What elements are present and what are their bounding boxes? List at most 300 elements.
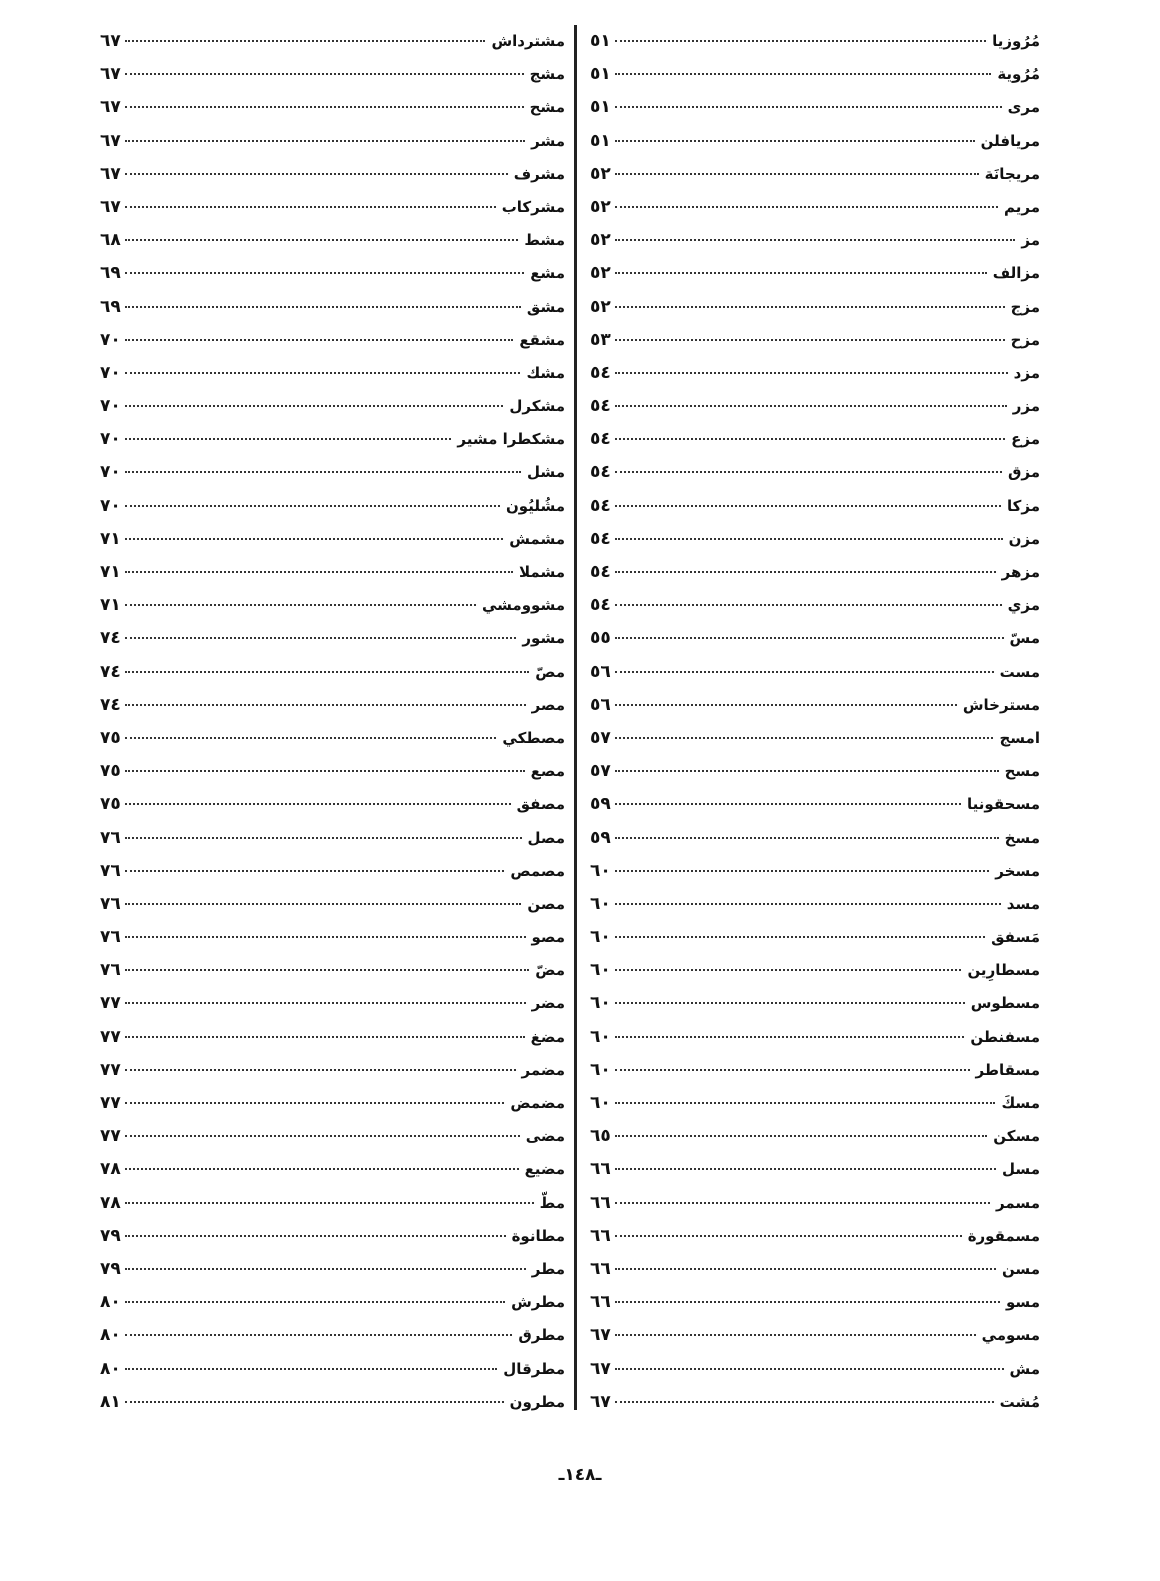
index-entry xyxy=(100,523,565,556)
index-entry xyxy=(590,755,1040,788)
entry-term: مزهر xyxy=(1001,563,1040,581)
entry-term: مطّ xyxy=(539,1193,565,1212)
index-entry xyxy=(100,1353,565,1386)
entry-term: مشل xyxy=(527,463,565,482)
entry-term: مضى xyxy=(525,1127,565,1146)
entry-term: مطرقال xyxy=(503,1359,565,1378)
index-entry xyxy=(100,1386,565,1419)
index-entry xyxy=(100,91,565,124)
index-column-right xyxy=(590,25,1040,1419)
dot-leader xyxy=(125,461,521,473)
index-entry xyxy=(100,1087,565,1120)
entry-term: مسمقورة xyxy=(967,1226,1040,1245)
index-entry xyxy=(100,1187,565,1220)
entry-page-number: ٥٥ xyxy=(590,628,611,649)
index-entry xyxy=(590,291,1040,324)
dot-leader xyxy=(125,1026,525,1038)
entry-page-number: ٧٦ xyxy=(100,860,121,881)
index-entry xyxy=(590,855,1040,888)
index-entry xyxy=(590,25,1040,58)
dot-leader xyxy=(615,561,996,573)
entry-term: مزكا xyxy=(1007,496,1040,515)
dot-leader xyxy=(125,495,500,507)
entry-term: مسو xyxy=(1006,1293,1040,1312)
entry-term: مطر xyxy=(531,1259,565,1278)
entry-page-number: ٥٢ xyxy=(590,296,611,317)
index-entry xyxy=(100,622,565,655)
entry-page-number: ٦٠ xyxy=(590,960,611,981)
entry-term: مشقع xyxy=(519,330,565,349)
entry-term: مشكطرا مشير xyxy=(457,430,565,449)
index-entry xyxy=(590,689,1040,722)
entry-term: مش xyxy=(1009,1359,1040,1378)
entry-page-number: ٧٠ xyxy=(100,362,121,383)
dot-leader xyxy=(125,760,525,772)
entry-page-number: ٥٢ xyxy=(590,163,611,184)
entry-page-number: ٥٤ xyxy=(590,462,611,483)
column-divider xyxy=(574,25,577,1410)
index-entry xyxy=(590,1353,1040,1386)
dot-leader xyxy=(615,627,1004,639)
dot-leader xyxy=(125,1225,506,1237)
entry-term: مسح xyxy=(1004,762,1040,781)
entry-term: مصع xyxy=(530,762,565,781)
entry-term: مُشت xyxy=(999,1392,1040,1411)
dot-leader xyxy=(615,461,1002,473)
entry-page-number: ٥١ xyxy=(590,130,611,151)
entry-term: مصل xyxy=(527,828,565,847)
entry-page-number: ٧٧ xyxy=(100,1059,121,1080)
index-entry xyxy=(100,788,565,821)
index-entry xyxy=(100,324,565,357)
entry-term: مسمر xyxy=(996,1193,1040,1212)
dot-leader xyxy=(615,1059,970,1071)
dot-leader xyxy=(615,96,1002,108)
index-entry xyxy=(590,58,1040,91)
dot-leader xyxy=(615,1291,1000,1303)
index-entry xyxy=(590,1187,1040,1220)
dot-leader xyxy=(125,1391,504,1403)
entry-term: مزح xyxy=(1010,330,1040,349)
entry-term: مصن xyxy=(527,894,565,913)
dot-leader xyxy=(615,1324,976,1336)
dot-leader xyxy=(615,495,1001,507)
entry-page-number: ٥٢ xyxy=(590,263,611,284)
entry-term: مضيع xyxy=(524,1160,565,1179)
entry-term: مصمص xyxy=(510,861,565,880)
entry-page-number: ٧٥ xyxy=(100,727,121,748)
entry-page-number: ٧٦ xyxy=(100,893,121,914)
entry-page-number: ٥٤ xyxy=(590,495,611,516)
dot-leader xyxy=(615,296,1005,308)
dot-leader xyxy=(615,661,994,673)
entry-term: مسحقونيا xyxy=(967,795,1040,814)
dot-leader xyxy=(615,1391,994,1403)
entry-term: مشوومشي xyxy=(481,596,565,615)
entry-term: مزر xyxy=(1012,397,1040,416)
entry-page-number: ٧٠ xyxy=(100,329,121,350)
entry-page-number: ٨١ xyxy=(100,1391,121,1412)
entry-page-number: ٦٨ xyxy=(100,230,121,251)
dot-leader xyxy=(615,727,994,739)
entry-term: مشكرل xyxy=(509,397,565,416)
entry-page-number: ٦٦ xyxy=(590,1159,611,1180)
entry-page-number: ٦٠ xyxy=(590,1026,611,1047)
entry-term: مصّ xyxy=(535,662,565,681)
entry-page-number: ٥٩ xyxy=(590,827,611,848)
dot-leader xyxy=(615,694,957,706)
index-entry xyxy=(100,58,565,91)
entry-term: مسطارِين xyxy=(967,961,1040,980)
entry-page-number: ٦٩ xyxy=(100,263,121,284)
entry-page-number: ٥١ xyxy=(590,97,611,118)
entry-term: مطرون xyxy=(509,1392,565,1411)
index-entry xyxy=(590,1386,1040,1419)
index-entry xyxy=(100,25,565,58)
dot-leader xyxy=(125,1125,520,1137)
dot-leader xyxy=(125,1291,505,1303)
index-entry xyxy=(590,622,1040,655)
dot-leader xyxy=(615,428,1005,440)
entry-page-number: ٧٥ xyxy=(100,761,121,782)
entry-page-number: ٦٧ xyxy=(100,64,121,85)
dot-leader xyxy=(125,362,521,374)
entry-page-number: ٦٧ xyxy=(590,1391,611,1412)
entry-term: مصر xyxy=(531,695,565,714)
entry-page-number: ٦٧ xyxy=(100,196,121,217)
entry-term: مُرُوية xyxy=(997,65,1040,84)
entry-term: مزالف xyxy=(992,264,1040,283)
dot-leader xyxy=(125,594,476,606)
index-entry xyxy=(100,689,565,722)
entry-page-number: ٥٣ xyxy=(590,329,611,350)
dot-leader xyxy=(615,893,1001,905)
index-entry xyxy=(100,490,565,523)
dot-leader xyxy=(125,96,524,108)
dot-leader xyxy=(125,163,508,175)
entry-page-number: ٧٧ xyxy=(100,1093,121,1113)
entry-page-number: ٥٤ xyxy=(590,595,611,616)
index-entry xyxy=(100,456,565,489)
index-entry xyxy=(590,125,1040,158)
entry-term: مسخر xyxy=(995,861,1040,880)
index-entry xyxy=(590,191,1040,224)
entry-term: مشور xyxy=(522,629,565,648)
dot-leader xyxy=(615,793,961,805)
index-entry xyxy=(100,390,565,423)
entry-term: مريجانَة xyxy=(984,164,1040,183)
entry-page-number: ٥١ xyxy=(590,31,611,51)
dot-leader xyxy=(615,528,1003,540)
index-entry xyxy=(590,888,1040,921)
entry-term: مسكن xyxy=(993,1127,1040,1146)
dot-leader xyxy=(125,329,514,341)
dot-leader xyxy=(615,1092,996,1104)
index-entry xyxy=(590,589,1040,622)
index-entry xyxy=(100,722,565,755)
dot-leader xyxy=(615,63,992,75)
entry-term: مشملا xyxy=(519,563,565,581)
index-entry xyxy=(590,324,1040,357)
entry-page-number: ٦٧ xyxy=(100,130,121,151)
dot-leader xyxy=(125,1192,534,1204)
dot-leader xyxy=(125,30,486,42)
dot-leader xyxy=(615,1125,987,1137)
entry-term: مريافلن xyxy=(980,131,1040,150)
dot-leader xyxy=(125,130,525,142)
index-entry xyxy=(100,1054,565,1087)
page-number: ـ١٤٨ـ xyxy=(558,1465,602,1485)
dot-leader xyxy=(125,893,522,905)
entry-page-number: ٥٤ xyxy=(590,429,611,450)
entry-term: مسد xyxy=(1006,894,1040,913)
dot-leader xyxy=(125,992,526,1004)
index-entry xyxy=(590,1087,1040,1120)
entry-term: مشق xyxy=(526,297,565,316)
entry-term: مست xyxy=(999,662,1040,681)
dot-leader xyxy=(615,1192,990,1204)
index-entry xyxy=(100,1120,565,1153)
index-entry xyxy=(590,954,1040,987)
entry-page-number: ٥٩ xyxy=(590,794,611,815)
index-entry xyxy=(590,1021,1040,1054)
entry-page-number: ٧٤ xyxy=(100,694,121,715)
dot-leader xyxy=(615,992,965,1004)
dot-leader xyxy=(615,229,1016,241)
index-entry xyxy=(590,357,1040,390)
entry-page-number: ٧١ xyxy=(100,528,121,549)
index-entry xyxy=(590,722,1040,755)
entry-term: مزج xyxy=(1010,297,1040,316)
entry-term: مسومي xyxy=(981,1326,1040,1345)
entry-term: مضمر xyxy=(521,1060,565,1079)
entry-term: مسكَ xyxy=(1001,1094,1040,1112)
dot-leader xyxy=(125,196,496,208)
entry-term: مصفق xyxy=(516,795,565,814)
dot-leader xyxy=(125,694,526,706)
entry-term: مشرف xyxy=(513,164,565,183)
entry-term: مصو xyxy=(531,928,565,947)
dot-leader xyxy=(125,296,521,308)
entry-term: مضّ xyxy=(535,961,565,980)
entry-term: مسقاطر xyxy=(975,1060,1040,1079)
index-entry xyxy=(100,257,565,290)
entry-term: مشُليُون xyxy=(505,496,565,515)
entry-page-number: ٦٩ xyxy=(100,296,121,317)
entry-page-number: ٧٨ xyxy=(100,1192,121,1213)
index-entry xyxy=(590,224,1040,257)
entry-page-number: ٥٤ xyxy=(590,528,611,549)
dot-leader xyxy=(125,1324,513,1336)
entry-page-number: ٥٦ xyxy=(590,661,611,682)
entry-page-number: ٦٠ xyxy=(590,927,611,948)
index-entry xyxy=(100,556,565,589)
entry-term: مريم xyxy=(1003,197,1040,216)
index-entry xyxy=(100,822,565,855)
entry-page-number: ٦٧ xyxy=(100,31,121,51)
dot-leader xyxy=(125,661,529,673)
index-entry xyxy=(100,125,565,158)
dot-leader xyxy=(615,926,985,938)
entry-page-number: ٦٠ xyxy=(590,1093,611,1113)
index-entry xyxy=(590,921,1040,954)
entry-term: مَسفق xyxy=(991,928,1040,947)
entry-page-number: ٦٦ xyxy=(590,1258,611,1279)
index-entry xyxy=(100,423,565,456)
entry-page-number: ٧١ xyxy=(100,562,121,582)
entry-term: مسخ xyxy=(1004,828,1040,847)
entry-page-number: ٧٨ xyxy=(100,1159,121,1180)
entry-term: مصطكي xyxy=(502,728,565,747)
index-entry xyxy=(590,523,1040,556)
index-entry xyxy=(590,423,1040,456)
dot-leader xyxy=(615,760,999,772)
dot-leader xyxy=(615,262,987,274)
entry-term: مطرق xyxy=(518,1326,565,1345)
entry-page-number: ٦٦ xyxy=(590,1225,611,1246)
dot-leader xyxy=(125,561,513,573)
index-entry xyxy=(590,1220,1040,1253)
entry-page-number: ٥٧ xyxy=(590,727,611,748)
entry-term: مسطوس xyxy=(970,994,1040,1013)
dot-leader xyxy=(615,860,990,872)
entry-term: مزق xyxy=(1007,463,1040,482)
entry-page-number: ٧٧ xyxy=(100,993,121,1014)
dot-leader xyxy=(125,428,452,440)
entry-page-number: ٦٧ xyxy=(590,1358,611,1379)
dot-leader xyxy=(615,163,979,175)
entry-page-number: ٧٠ xyxy=(100,495,121,516)
dot-leader xyxy=(125,1158,519,1170)
entry-page-number: ٧٧ xyxy=(100,1026,121,1047)
index-entry xyxy=(100,656,565,689)
dot-leader xyxy=(125,926,526,938)
entry-term: مُرُوزيا xyxy=(992,32,1040,50)
entry-term: مشترداش xyxy=(491,32,565,50)
entry-page-number: ٧٦ xyxy=(100,960,121,981)
entry-term: مشك xyxy=(526,363,565,382)
entry-page-number: ٦٥ xyxy=(590,1126,611,1147)
dot-leader xyxy=(615,395,1007,407)
entry-page-number: ٨٠ xyxy=(100,1292,121,1313)
index-entry xyxy=(590,822,1040,855)
entry-page-number: ٧٦ xyxy=(100,827,121,848)
index-entry xyxy=(100,224,565,257)
entry-page-number: ٧٠ xyxy=(100,396,121,417)
entry-term: مضغ xyxy=(530,1027,565,1046)
dot-leader xyxy=(125,63,524,75)
entry-page-number: ٦٦ xyxy=(590,1192,611,1213)
dot-leader xyxy=(125,262,524,274)
index-entry xyxy=(590,1054,1040,1087)
dot-leader xyxy=(615,30,986,42)
entry-page-number: ٦٧ xyxy=(590,1325,611,1346)
index-entry xyxy=(100,987,565,1020)
dot-leader xyxy=(125,395,504,407)
dot-leader xyxy=(125,1092,505,1104)
index-entry xyxy=(590,91,1040,124)
dot-leader xyxy=(125,528,503,540)
entry-page-number: ٨٠ xyxy=(100,1325,121,1346)
index-entry xyxy=(590,1286,1040,1319)
dot-leader xyxy=(125,793,511,805)
dot-leader xyxy=(125,827,522,839)
entry-page-number: ٧١ xyxy=(100,595,121,616)
index-entry xyxy=(100,855,565,888)
entry-page-number: ٧٥ xyxy=(100,794,121,815)
entry-term: مسّ xyxy=(1009,629,1040,648)
index-entry xyxy=(590,1253,1040,1286)
dot-leader xyxy=(615,1026,965,1038)
entry-page-number: ٦٦ xyxy=(590,1292,611,1313)
entry-page-number: ٥٢ xyxy=(590,196,611,217)
entry-term: مطانوة xyxy=(511,1226,565,1245)
entry-term: مضر xyxy=(531,994,565,1013)
dot-leader xyxy=(615,1158,996,1170)
index-entry xyxy=(100,921,565,954)
entry-page-number: ٧٧ xyxy=(100,1126,121,1147)
entry-page-number: ٦٧ xyxy=(100,163,121,184)
entry-term: مشط xyxy=(524,231,565,250)
entry-page-number: ٦٧ xyxy=(100,97,121,118)
dot-leader xyxy=(615,959,962,971)
dot-leader xyxy=(125,229,519,241)
entry-term: مزع xyxy=(1011,430,1040,449)
entry-term: مزد xyxy=(1013,363,1040,382)
entry-term: مز xyxy=(1021,231,1040,250)
index-entry xyxy=(590,656,1040,689)
entry-term: مزي xyxy=(1007,596,1040,615)
entry-term: مطرش xyxy=(511,1293,565,1312)
entry-term: مشج xyxy=(529,65,565,84)
entry-page-number: ٧٠ xyxy=(100,429,121,450)
entry-term: مشر xyxy=(531,131,565,150)
entry-term: امسج xyxy=(999,728,1040,747)
index-entry xyxy=(590,257,1040,290)
dot-leader xyxy=(615,329,1005,341)
entry-page-number: ٥١ xyxy=(590,64,611,85)
entry-page-number: ٧٩ xyxy=(100,1258,121,1279)
index-entry xyxy=(590,556,1040,589)
index-entry xyxy=(100,1021,565,1054)
entry-term: مرى xyxy=(1007,98,1040,117)
entry-term: مسن xyxy=(1001,1259,1040,1278)
entry-page-number: ٦٠ xyxy=(590,993,611,1014)
dot-leader xyxy=(125,627,517,639)
entry-page-number: ٦٠ xyxy=(590,860,611,881)
index-column-left xyxy=(100,25,565,1419)
index-entry xyxy=(100,1286,565,1319)
index-entry xyxy=(100,888,565,921)
entry-term: مشح xyxy=(529,98,565,117)
index-entry xyxy=(100,357,565,390)
dot-leader xyxy=(125,727,497,739)
dot-leader xyxy=(125,1059,516,1071)
index-entry xyxy=(100,191,565,224)
dot-leader xyxy=(125,860,505,872)
index-entry xyxy=(100,1220,565,1253)
entry-page-number: ٦٠ xyxy=(590,1059,611,1080)
entry-page-number: ٧٩ xyxy=(100,1225,121,1246)
dot-leader xyxy=(615,827,999,839)
dot-leader xyxy=(615,1358,1004,1370)
index-entry xyxy=(590,456,1040,489)
entry-term: مسل xyxy=(1002,1160,1040,1179)
index-entry xyxy=(590,1120,1040,1153)
entry-term: مسترخاش xyxy=(962,695,1040,714)
entry-term: مزن xyxy=(1008,529,1040,548)
dot-leader xyxy=(615,130,975,142)
